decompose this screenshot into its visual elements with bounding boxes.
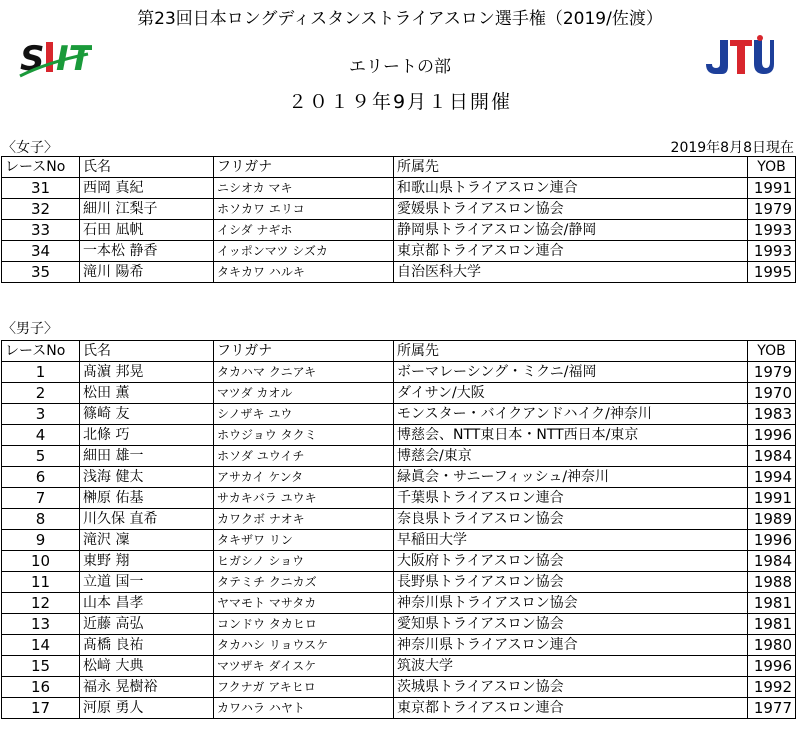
- kana-cell: ヤマモト マサタカ: [214, 593, 394, 614]
- event-date: ２０１９年9月１日開催: [287, 91, 513, 113]
- kana-cell: シノザキ ユウ: [214, 404, 394, 425]
- kana-cell: サカキバラ ユウキ: [214, 488, 394, 509]
- affiliation-cell: 博慈会/東京: [394, 446, 748, 467]
- affiliation-cell: ボーマレーシング・ミクニ/福岡: [394, 362, 748, 383]
- race-no-cell: 33: [2, 220, 80, 241]
- header-yob: YOB: [748, 157, 796, 178]
- header-affiliation: 所属先: [394, 157, 748, 178]
- header-name: 氏名: [80, 157, 214, 178]
- name-cell: 一本松 静香: [80, 241, 214, 262]
- yob-cell: 1995: [748, 262, 796, 283]
- yob-cell: 1984: [748, 446, 796, 467]
- women-table: [1, 156, 796, 283]
- kana-cell: ホウジョウ タクミ: [214, 425, 394, 446]
- table-row: [2, 530, 796, 551]
- name-cell: 浅海 健太: [80, 467, 214, 488]
- race-no-cell: 34: [2, 241, 80, 262]
- header-name: 氏名: [80, 341, 214, 362]
- svg-text:IT: IT: [56, 39, 92, 79]
- affiliation-cell: 自治医科大学: [394, 262, 748, 283]
- name-cell: 立道 国一: [80, 572, 214, 593]
- header-yob: YOB: [748, 341, 796, 362]
- race-no-cell: 2: [2, 383, 80, 404]
- race-no-cell: 16: [2, 677, 80, 698]
- name-cell: 北條 巧: [80, 425, 214, 446]
- table-row: [2, 241, 796, 262]
- kana-cell: タテミチ クニカズ: [214, 572, 394, 593]
- race-no-cell: 1: [2, 362, 80, 383]
- table-row: [2, 698, 796, 719]
- affiliation-cell: 長野県トライアスロン協会: [394, 572, 748, 593]
- kana-cell: イシダ ナギホ: [214, 220, 394, 241]
- kana-cell: タキザワ リン: [214, 530, 394, 551]
- race-no-cell: 12: [2, 593, 80, 614]
- race-no-cell: 13: [2, 614, 80, 635]
- name-cell: 髙濵 邦晃: [80, 362, 214, 383]
- race-no-cell: 8: [2, 509, 80, 530]
- table-row: [2, 488, 796, 509]
- yob-cell: 1996: [748, 530, 796, 551]
- yob-cell: 1994: [748, 467, 796, 488]
- race-no-cell: 15: [2, 656, 80, 677]
- jtu-logo: [700, 34, 774, 78]
- race-no-cell: 31: [2, 178, 80, 199]
- yob-cell: 1979: [748, 199, 796, 220]
- name-cell: 滝川 陽希: [80, 262, 214, 283]
- name-cell: 近藤 高弘: [80, 614, 214, 635]
- table-row: [2, 383, 796, 404]
- race-no-cell: 9: [2, 530, 80, 551]
- affiliation-cell: 東京都トライアスロン連合: [394, 241, 748, 262]
- affiliation-cell: ダイサン/大阪: [394, 383, 748, 404]
- affiliation-cell: 博慈会、NTT東日本・NTT西日本/東京: [394, 425, 748, 446]
- yob-cell: 1983: [748, 404, 796, 425]
- affiliation-cell: 静岡県トライアスロン協会/静岡: [394, 220, 748, 241]
- race-no-cell: 17: [2, 698, 80, 719]
- kana-cell: ヒガシノ ショウ: [214, 551, 394, 572]
- affiliation-cell: 愛媛県トライアスロン協会: [394, 199, 748, 220]
- name-cell: 榊原 佑基: [80, 488, 214, 509]
- yob-cell: 1979: [748, 362, 796, 383]
- affiliation-cell: 茨城県トライアスロン協会: [394, 677, 748, 698]
- table-row: [2, 467, 796, 488]
- race-no-cell: 35: [2, 262, 80, 283]
- table-header-row: [2, 341, 796, 362]
- name-cell: 河原 勇人: [80, 698, 214, 719]
- name-cell: 松田 薫: [80, 383, 214, 404]
- table-row: [2, 425, 796, 446]
- table-row: [2, 551, 796, 572]
- affiliation-cell: 和歌山県トライアスロン連合: [394, 178, 748, 199]
- table-row: [2, 262, 796, 283]
- table-row: [2, 572, 796, 593]
- kana-cell: ニシオカ マキ: [214, 178, 394, 199]
- table-row: [2, 509, 796, 530]
- yob-cell: 1991: [748, 488, 796, 509]
- yob-cell: 1977: [748, 698, 796, 719]
- race-no-cell: 4: [2, 425, 80, 446]
- header-affiliation: 所属先: [394, 341, 748, 362]
- category-subtitle: エリートの部: [349, 57, 451, 77]
- affiliation-cell: 奈良県トライアスロン協会: [394, 509, 748, 530]
- race-no-cell: 5: [2, 446, 80, 467]
- kana-cell: フクナガ アキヒロ: [214, 677, 394, 698]
- race-no-cell: 11: [2, 572, 80, 593]
- kana-cell: アサカイ ケンタ: [214, 467, 394, 488]
- affiliation-cell: 愛知県トライアスロン協会: [394, 614, 748, 635]
- affiliation-cell: 神奈川県トライアスロン協会: [394, 593, 748, 614]
- table-row: [2, 178, 796, 199]
- affiliation-cell: 東京都トライアスロン連合: [394, 698, 748, 719]
- kana-cell: イッポンマツ シズカ: [214, 241, 394, 262]
- yob-cell: 1980: [748, 635, 796, 656]
- name-cell: 松﨑 大典: [80, 656, 214, 677]
- name-cell: 滝沢 凜: [80, 530, 214, 551]
- kana-cell: マツダ カオル: [214, 383, 394, 404]
- name-cell: 篠崎 友: [80, 404, 214, 425]
- affiliation-cell: 千葉県トライアスロン連合: [394, 488, 748, 509]
- yob-cell: 1989: [748, 509, 796, 530]
- race-no-cell: 14: [2, 635, 80, 656]
- table-row: [2, 404, 796, 425]
- header-race-no: レースNo: [2, 157, 80, 178]
- name-cell: 川久保 直希: [80, 509, 214, 530]
- as-of-date: 2019年8月8日現在: [670, 140, 794, 156]
- table-row: [2, 199, 796, 220]
- name-cell: 石田 凪帆: [80, 220, 214, 241]
- header-race-no: レースNo: [2, 341, 80, 362]
- kana-cell: マツザキ ダイスケ: [214, 656, 394, 677]
- race-no-cell: 7: [2, 488, 80, 509]
- affiliation-cell: モンスター・バイクアンドハイク/神奈川: [394, 404, 748, 425]
- yob-cell: 1993: [748, 241, 796, 262]
- name-cell: 西岡 真紀: [80, 178, 214, 199]
- table-row: [2, 220, 796, 241]
- name-cell: 福永 晃樹裕: [80, 677, 214, 698]
- women-section-label: 〈女子〉: [2, 140, 58, 156]
- affiliation-cell: 大阪府トライアスロン協会: [394, 551, 748, 572]
- table-row: [2, 656, 796, 677]
- name-cell: 細川 江梨子: [80, 199, 214, 220]
- name-cell: 細田 雄一: [80, 446, 214, 467]
- affiliation-cell: 神奈川県トライアスロン連合: [394, 635, 748, 656]
- kana-cell: タカハシ リョウスケ: [214, 635, 394, 656]
- kana-cell: ホソカワ エリコ: [214, 199, 394, 220]
- race-no-cell: 6: [2, 467, 80, 488]
- table-row: [2, 677, 796, 698]
- table-row: [2, 593, 796, 614]
- race-no-cell: 3: [2, 404, 80, 425]
- name-cell: 髙橋 良祐: [80, 635, 214, 656]
- men-section-label: 〈男子〉: [2, 321, 58, 337]
- race-no-cell: 10: [2, 551, 80, 572]
- affiliation-cell: 筑波大学: [394, 656, 748, 677]
- yob-cell: 1988: [748, 572, 796, 593]
- name-cell: 山本 昌孝: [80, 593, 214, 614]
- kana-cell: タカハマ クニアキ: [214, 362, 394, 383]
- header-kana: フリガナ: [214, 157, 394, 178]
- kana-cell: コンドウ タカヒロ: [214, 614, 394, 635]
- table-row: [2, 446, 796, 467]
- yob-cell: 1981: [748, 614, 796, 635]
- yob-cell: 1984: [748, 551, 796, 572]
- table-row: [2, 635, 796, 656]
- yob-cell: 1993: [748, 220, 796, 241]
- name-cell: 東野 翔: [80, 551, 214, 572]
- men-table: [1, 340, 796, 719]
- kana-cell: ホソダ ユウイチ: [214, 446, 394, 467]
- svg-text:S: S: [20, 39, 45, 79]
- page-title: 第23回日本ロングディスタンストライアスロン選手権（2019/佐渡）: [137, 9, 663, 29]
- affiliation-cell: 緑眞会・サニーフィッシュ/神奈川: [394, 467, 748, 488]
- affiliation-cell: 早稲田大学: [394, 530, 748, 551]
- kana-cell: カワクボ ナオキ: [214, 509, 394, 530]
- yob-cell: 1991: [748, 178, 796, 199]
- yob-cell: 1981: [748, 593, 796, 614]
- kana-cell: カワハラ ハヤト: [214, 698, 394, 719]
- race-no-cell: 32: [2, 199, 80, 220]
- yob-cell: 1996: [748, 656, 796, 677]
- table-header-row: [2, 157, 796, 178]
- header-kana: フリガナ: [214, 341, 394, 362]
- yob-cell: 1996: [748, 425, 796, 446]
- yob-cell: 1970: [748, 383, 796, 404]
- kana-cell: タキカワ ハルキ: [214, 262, 394, 283]
- yob-cell: 1992: [748, 677, 796, 698]
- table-row: [2, 614, 796, 635]
- table-row: [2, 362, 796, 383]
